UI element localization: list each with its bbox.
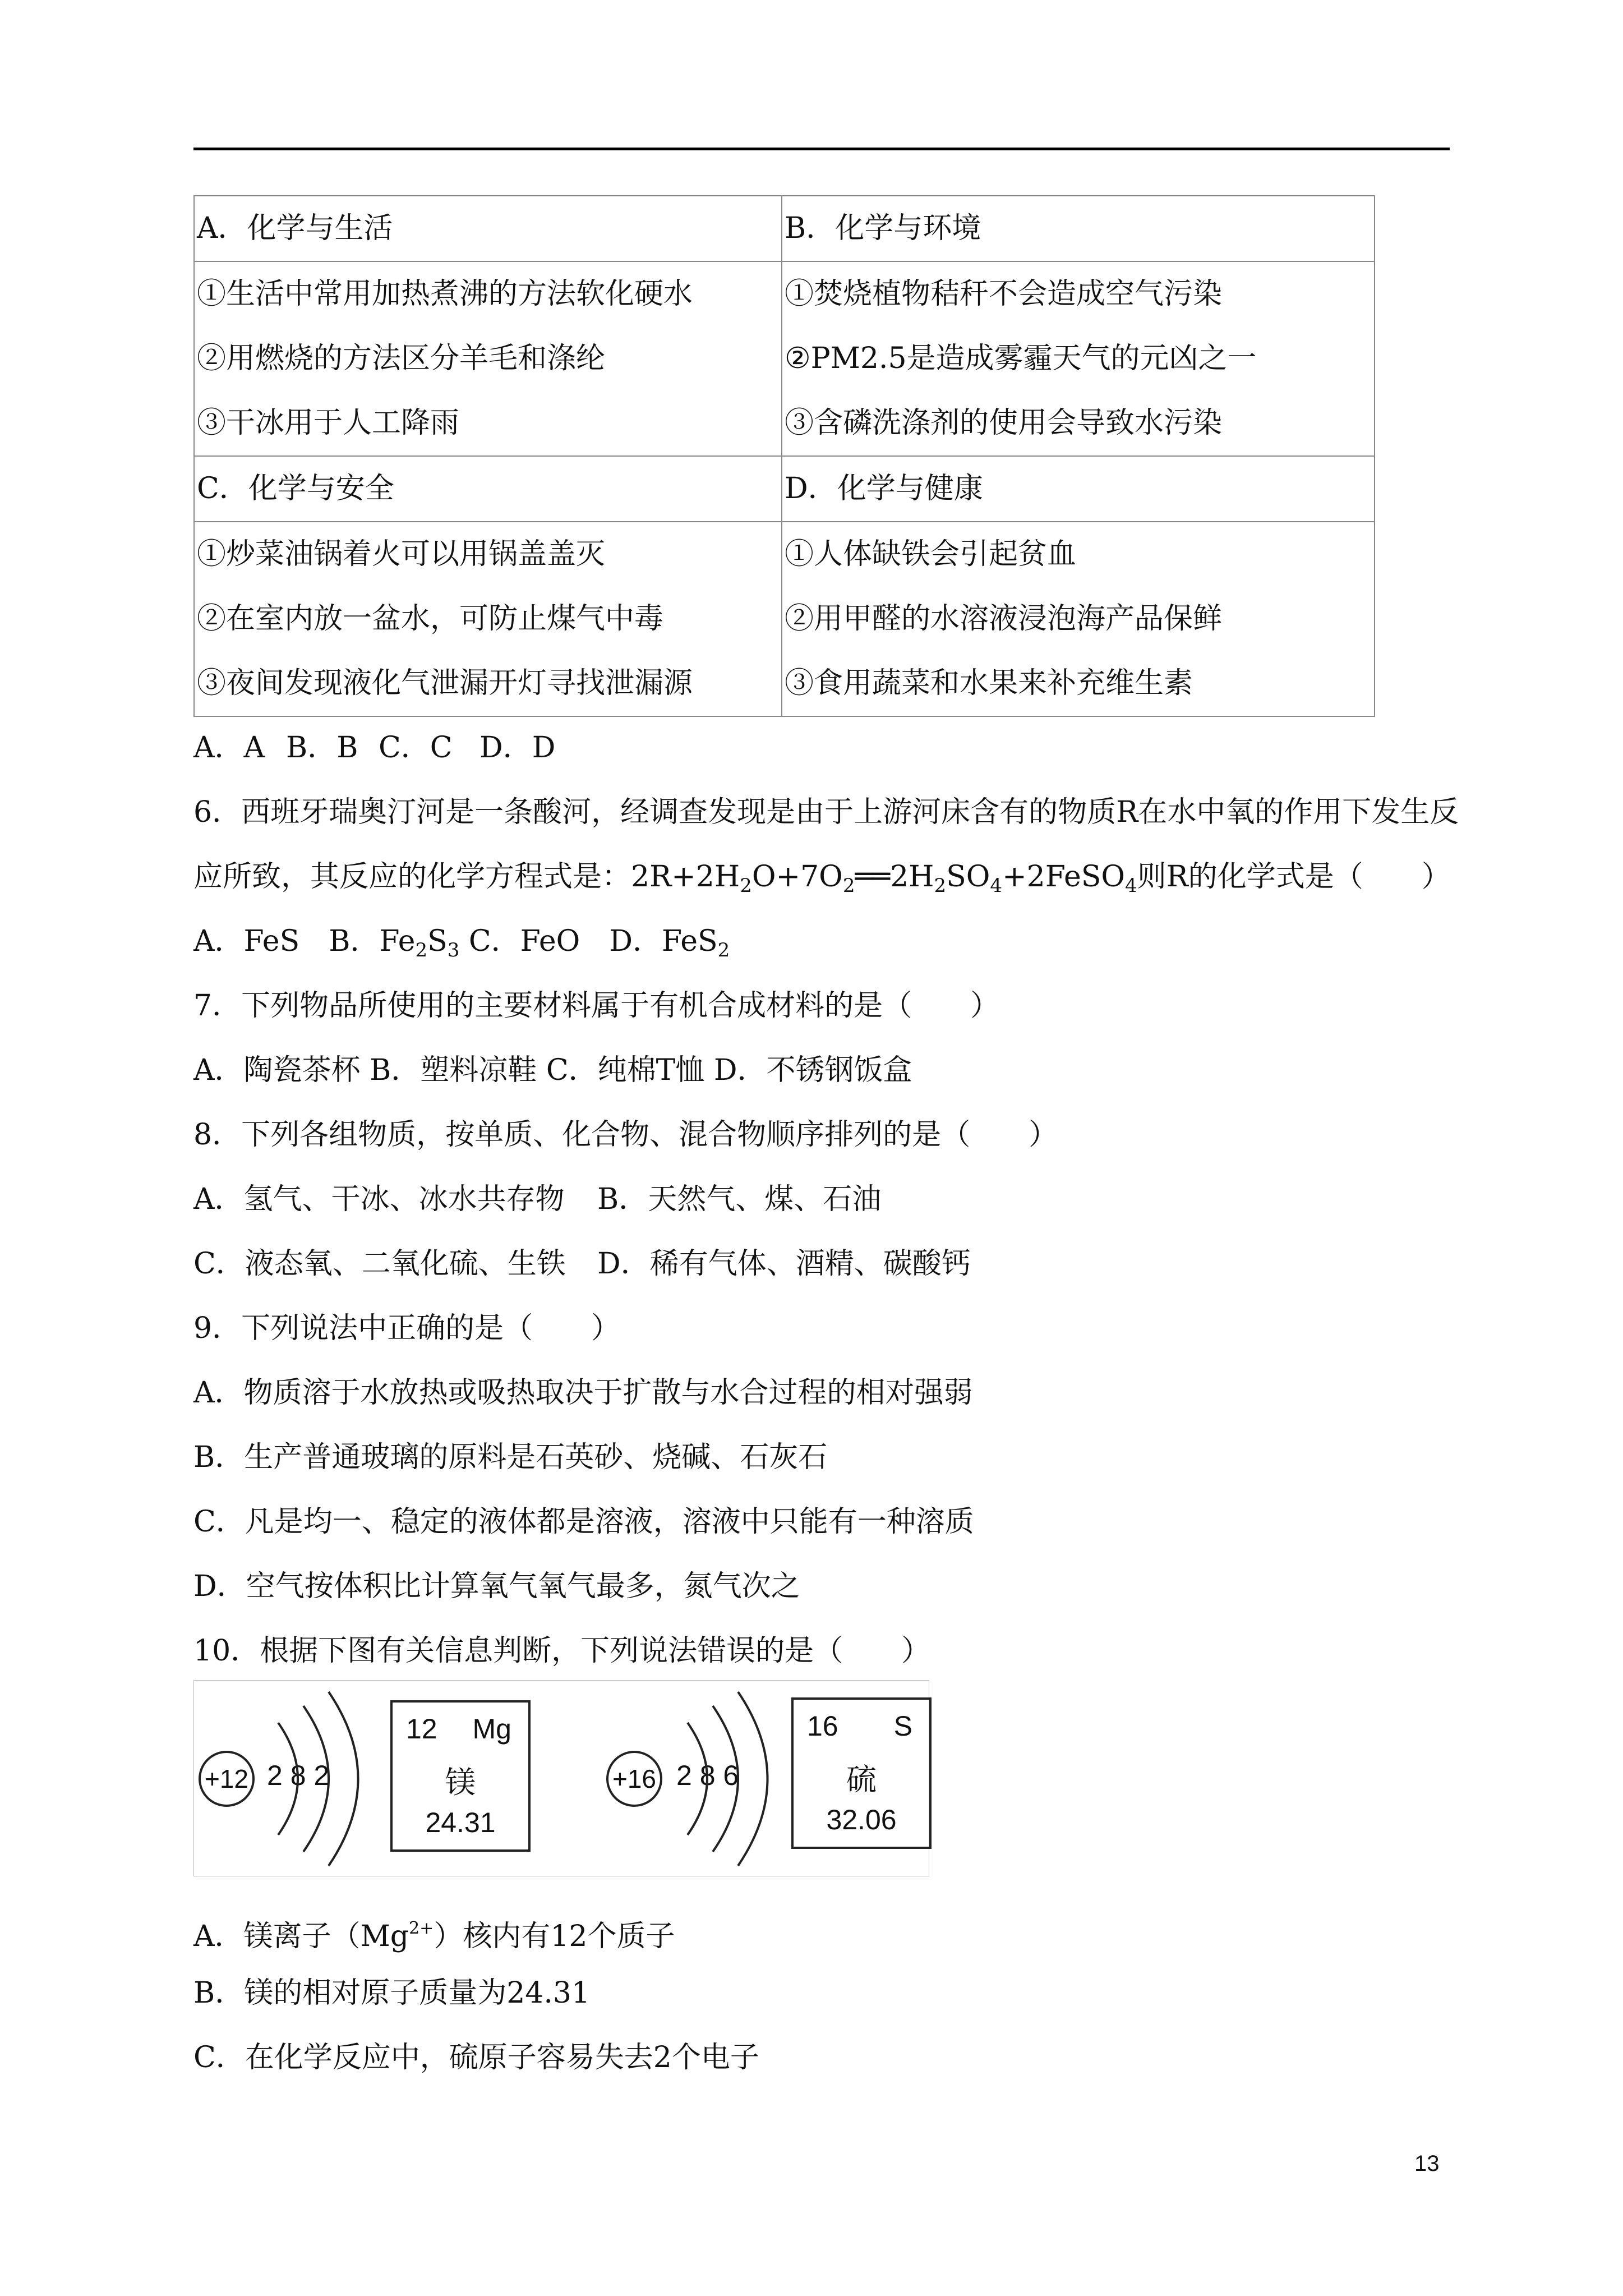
q6-options [193, 924, 730, 967]
q8-option-c: C．液态氧、二氧化硫、生铁 [193, 1247, 566, 1281]
q6-option-d [609, 924, 730, 961]
q6-eq-sub: 2 [934, 875, 947, 897]
q8-stem: 8．下列各组物质，按单质、化合物、混合物顺序排列的是（ ） [193, 1118, 1058, 1152]
q6-eq-sub: 2 [842, 875, 855, 897]
mg-name: 镁 [445, 1765, 476, 1800]
q6-stem-line1: 6．西班牙瑞奥汀河是一条酸河，经调查发现是由于上游河床含有的物质R在水中氧的作用下发生反 [193, 795, 1459, 829]
q6-eq-part: 2H [890, 860, 934, 894]
cell-a-item-1: ①生活中常用加热煮沸的方法软化硬水 [197, 277, 693, 311]
q6-eq-sub: 4 [990, 875, 1003, 897]
q6-option-b-text: B．Fe [329, 924, 416, 958]
s-shells: 2 8 6 [676, 1760, 739, 1791]
cell-d-item-1: ①人体缺铁会引起贫血 [785, 537, 1077, 571]
q8-options-row1 [193, 1182, 881, 1216]
cell-b-item-3: ③含磷洗涤剂的使用会导致水污染 [785, 406, 1223, 440]
q10-option-c: C．在化学反应中，硫原子容易失去2个电子 [193, 2041, 759, 2074]
cell-c-item-2: ②在室内放一盆水，可防止煤气中毒 [197, 602, 664, 636]
q6-eq-part: +2FeSO [1002, 860, 1125, 894]
q6-option-d-sub: 2 [717, 939, 730, 961]
cell-c-item-3: ③夜间发现液化气泄漏开灯寻找泄漏源 [197, 666, 693, 700]
header-rule [193, 148, 1450, 150]
cell-d-items [782, 522, 1375, 716]
q7-stem: 7．下列物品所使用的主要材料属于有机合成材料的是（ ） [193, 989, 1000, 1023]
cell-a-items [194, 261, 782, 456]
q6-option-d-text: D．FeS [609, 924, 718, 958]
q8-option-d: D．稀有气体、酒精、碳酸钙 [597, 1247, 971, 1281]
q10-stem: 10．根据下图有关信息判断，下列说法错误的是（ ） [193, 1634, 931, 1668]
q9-stem: 9．下列说法中正确的是（ ） [193, 1312, 621, 1345]
q10-option-b: B．镁的相对原子质量为24.31 [193, 1976, 591, 2010]
s-element-card [791, 1697, 932, 1849]
q6-eq-part: O+7O [751, 860, 843, 894]
q10-option-a [193, 1912, 675, 1953]
cell-b-item-2: ②PM2.5是造成雾霾天气的元凶之一 [785, 342, 1257, 375]
atom-structure-figure [193, 1680, 929, 1876]
q8-option-b: B．天然气、煤、石油 [597, 1182, 882, 1216]
cell-a-head: A．化学与生活 [194, 196, 782, 261]
mg-element-card [390, 1700, 531, 1852]
q7-options: A．陶瓷茶杯 B．塑料凉鞋 C．纯棉T恤 D．不锈钢饭盒 [193, 1053, 912, 1087]
q10-option-a-sup: 2+ [409, 1918, 434, 1938]
cell-b-item-1: ①焚烧植物秸秆不会造成空气污染 [785, 277, 1223, 311]
q6-eq-part: SO [946, 860, 990, 894]
mg-shells: 2 8 2 [267, 1760, 330, 1791]
cell-a-item-2: ②用燃烧的方法区分羊毛和涤纶 [197, 342, 606, 375]
q5-option-a: A．A [193, 731, 265, 765]
s-shell-arcs [665, 1689, 800, 1869]
q6-eq-sub: 4 [1124, 875, 1137, 897]
q10-option-a-text: ）核内有12个质子 [434, 1920, 675, 1953]
s-nucleus: +16 [606, 1751, 662, 1807]
q9-option-d: D．空气按体积比计算氧气氧气最多，氮气次之 [193, 1570, 800, 1603]
cell-d-item-2: ②用甲醛的水溶液浸泡海产品保鲜 [785, 602, 1223, 636]
q6-option-a: A．FeS [193, 924, 300, 958]
q6-option-b-text: S [427, 924, 448, 958]
s-atomic-mass: 32.06 [826, 1804, 897, 1835]
cell-d-item-3: ③食用蔬菜和水果来补充维生素 [785, 666, 1193, 700]
q5-options [193, 731, 555, 765]
s-atomic-number: 16 [807, 1710, 838, 1742]
cell-d-head: D．化学与健康 [782, 456, 1375, 522]
q5-option-b: B．B [286, 731, 358, 765]
q6-eq-sub: 2 [740, 875, 752, 897]
q9-option-a: A．物质溶于水放热或吸热取决于扩散与水合过程的相对强弱 [193, 1376, 973, 1410]
q10-option-a-text: A．镁离子（Mg [193, 1920, 409, 1953]
cell-c-items [194, 522, 782, 716]
cell-c-item-1: ①炒菜油锅着火可以用锅盖盖灭 [197, 537, 606, 571]
q6-eq-part: 应所致，其反应的化学方程式是：2R+2H [193, 860, 740, 894]
q8-option-a: A．氢气、干冰、冰水共存物 [193, 1182, 565, 1216]
q6-eq-sign: ══ [855, 860, 891, 894]
mg-atomic-number: 12 [406, 1713, 437, 1745]
q5-option-c: C．C [379, 731, 453, 765]
q6-option-b [329, 924, 460, 961]
cell-b-items [782, 261, 1375, 456]
q6-eq-part: 则R的化学式是（ ） [1137, 860, 1451, 894]
q9-option-b: B．生产普通玻璃的原料是石英砂、烧碱、石灰石 [193, 1441, 828, 1474]
cell-c-head: C．化学与安全 [194, 456, 782, 522]
q9-option-c: C．凡是均一、稳定的液体都是溶液，溶液中只能有一种溶质 [193, 1505, 974, 1539]
mg-shell-arcs [256, 1689, 390, 1869]
q8-options-row2 [193, 1247, 971, 1281]
s-name: 硫 [846, 1762, 877, 1797]
options-table [193, 195, 1375, 717]
cell-b-head: B．化学与环境 [782, 196, 1375, 261]
s-symbol: S [893, 1710, 912, 1742]
q6-option-b-sub: 3 [447, 939, 460, 961]
q6-option-b-sub: 2 [415, 939, 428, 961]
cell-a-item-3: ③干冰用于人工降雨 [197, 406, 460, 440]
mg-atomic-mass: 24.31 [425, 1807, 496, 1838]
q6-stem-line2 [193, 860, 1451, 903]
q6-option-c: C．FeO [468, 924, 580, 958]
mg-symbol: Mg [472, 1713, 511, 1745]
mg-nucleus: +12 [199, 1751, 255, 1807]
q5-option-d: D．D [479, 731, 556, 765]
page-number: 13 [1414, 2151, 1440, 2176]
